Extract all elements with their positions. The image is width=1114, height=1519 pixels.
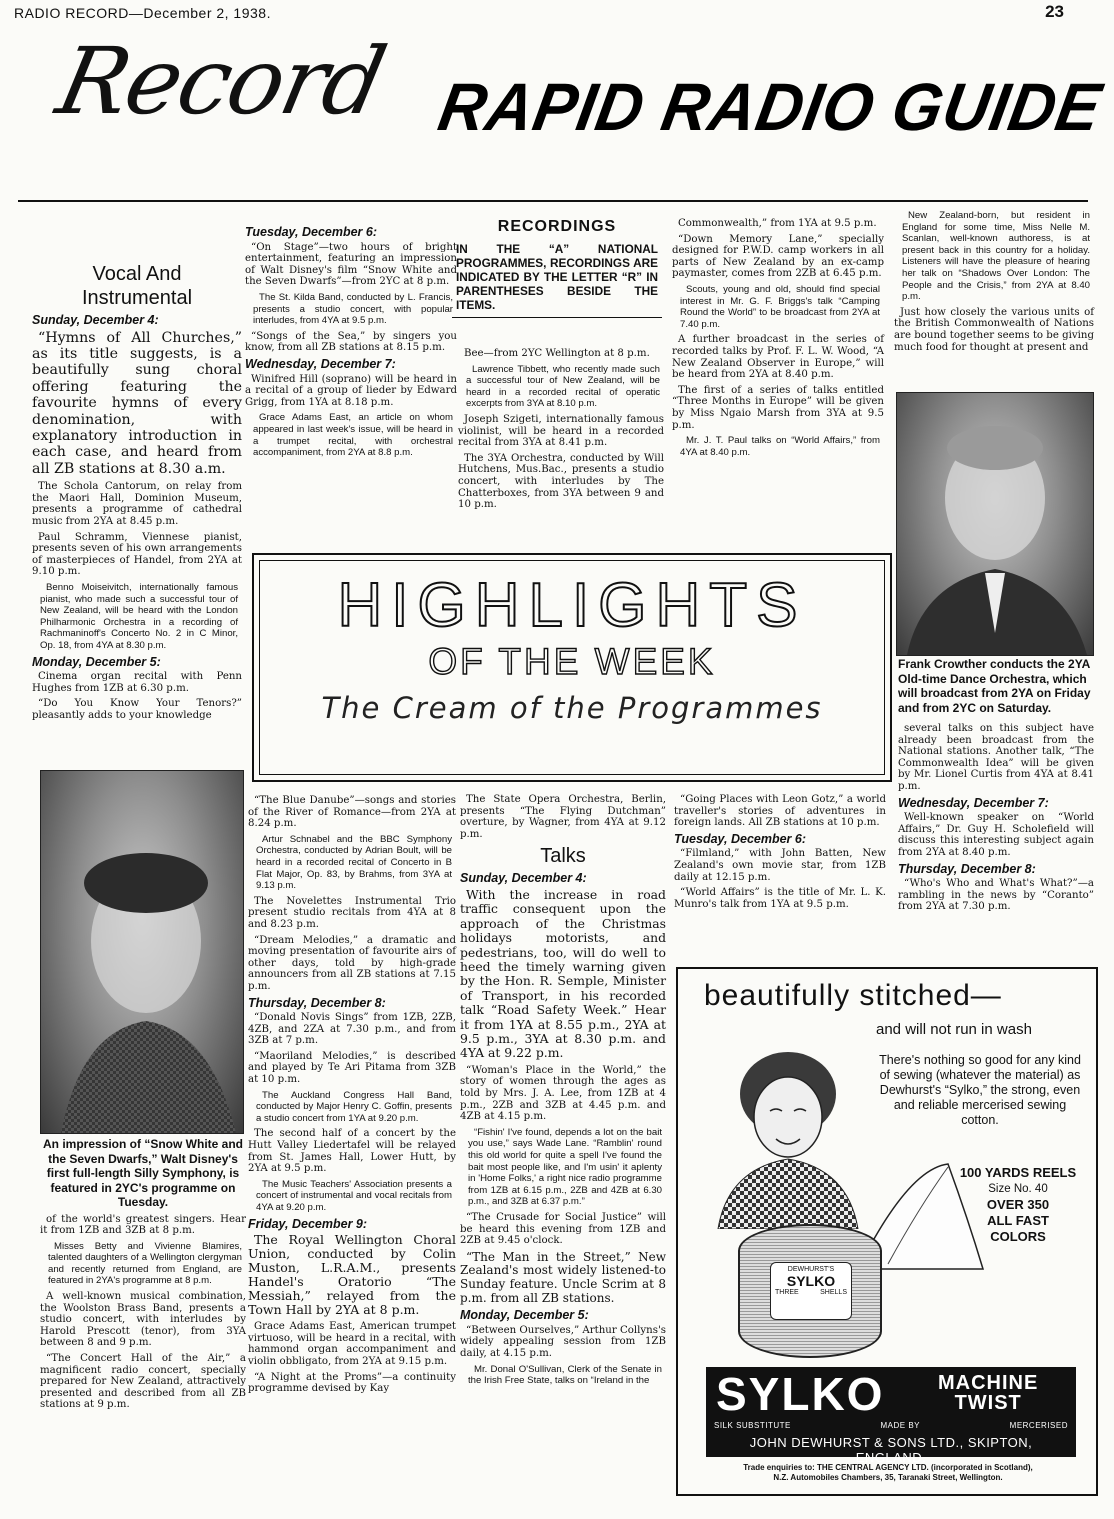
listing-paragraph: Paul Schramm, Viennese pianist, presents seven of his own arrangements of masterpieces of Handel, from 2YA at 9.10 p.m. <box>32 531 242 578</box>
spool-label <box>770 1262 852 1320</box>
reels-line: 100 YARDS REELS <box>959 1165 1077 1180</box>
masthead-record-script: Record <box>48 28 393 135</box>
highlights-of-the-week-box <box>252 553 892 782</box>
listing-paragraph: “The Concert Hall of the Air,” a magnificent radio concert, specially prepared for New Zealand, attractively presented and described from all ZB stations at 9 p.m. <box>40 1353 246 1411</box>
listing-paragraph: The Novelettes Instrumental Trio present studio recitals from 4YA at 8 and 8.23 p.m. <box>248 895 456 930</box>
recordings-rule <box>452 317 662 318</box>
reels-line: COLORS <box>990 1229 1046 1244</box>
column-tuesday-wednesday <box>245 222 457 463</box>
spool-label-sub-left: THREE <box>775 1289 799 1296</box>
listing-paragraph: “Fishin' I've found, depends a lot on the bait you use,” says Wade Lane. “Ramblin' round this old world for quite a spell I've found the bait most people like, and I'm usin' it aplenty in 'Home Folks,' a right nice radio programme from 1ZB at 6.15 p.m., 2ZB and 4ZB at 6.30 p.m., and 3ZB at 6.37 p.m.” <box>468 1126 662 1208</box>
section-title-line-2: Instrumental <box>81 287 193 309</box>
listing-paragraph: “Down Memory Lane,” specially designed for P.W.D. camp workers in all parts of New Zealand by an ex-camp paymaster, comes from 2ZB at 6.45 p.m. <box>672 233 884 280</box>
listing-paragraph: The second half of a concert by the Hutt Valley Liedertafel will be relayed from St. James Hall, Lower Hutt, by 2YA at 9.5 p.m. <box>248 1128 456 1175</box>
section-title-vocal <box>32 262 242 310</box>
day-heading-wednesday: Wednesday, December 7: <box>898 795 1049 810</box>
column-vocal-instrumental-top <box>32 262 242 726</box>
portrait-silhouette <box>41 771 243 1133</box>
listing-paragraph: New Zealand-born, but resident in England for some time, Miss Nelle M. Scanlan, well-known authoress, is at present back in this country for a holiday. Listeners will have the pleasure of hearing her talk on “Shadows Over London: The People and the Crisis,” from 2YA at 8.40 p.m. <box>902 210 1090 303</box>
trade-line: Trade enquiries to: THE CENTRAL AGENCY LTD. (incorporated in Scotland), <box>743 1463 1033 1472</box>
listing-paragraph: “Filmland,” with John Batten, New Zealand's own movie star, from 1ZB daily at 12.15 p.m. <box>674 848 886 883</box>
page-number: 23 <box>1045 2 1064 21</box>
listing-paragraph: The first of a series of talks entitled “Three Months in Europe” will be given by Miss Ngaio Marsh from 3YA at 9.5 p.m. <box>672 384 884 431</box>
column-wednesday-friday <box>248 795 456 1399</box>
reels-line: Size No. 40 <box>988 1183 1048 1195</box>
ad-body-text: There's nothing so good for any kind of sewing (whatever the material) as Dewhurst's “Sylko,” the strong, even and reliable mercerised sewing cotton. <box>879 1053 1081 1127</box>
brand-right-line: TWIST <box>954 1392 1022 1414</box>
listing-paragraph: Misses Betty and Vivienne Blamires, talented daughters of a Wellington clergyman and recently returned from England, are featured in 2YA's programme at 8 p.m. <box>48 1240 242 1287</box>
masthead-title: RAPID RADIO GUIDE <box>433 69 1108 145</box>
listing-paragraph: The Music Teachers' Association presents a concert of instrumental and vocal recitals from 4YA at 9.20 p.m. <box>256 1178 452 1213</box>
brand-right-line: MACHINE <box>938 1372 1039 1394</box>
brand-logo: SYLKO <box>716 1368 885 1420</box>
listing-paragraph: “Dream Melodies,” a dramatic and moving presentation of favourite airs of other days, told by high-grade announcers from all ZB stations at 7.15 p.m. <box>248 934 456 992</box>
listing-paragraph: The 3YA Orchestra, conducted by Will Hutchens, Mus.Bac., presents a studio concert, with interludes by The Chatterboxes, from 3YA between 9 and 10 p.m. <box>458 452 664 511</box>
ad-headline: beautifully stitched— <box>704 979 1002 1012</box>
listing-paragraph: The State Opera Orchestra, Berlin, presents “The Flying Dutchman” overture, by Wagner, from 4YA at 9.12 p.m. <box>460 794 666 840</box>
ad-trade-enquiries <box>698 1463 1078 1483</box>
listing-paragraph: several talks on this subject have already been broadcast from the National stations. Another talk, “The Commonwealth Idea” will be given by Mr. Lionel Curtis from 4YA at 8.41 p.m. <box>898 723 1094 792</box>
portrait-silhouette <box>897 393 1093 655</box>
band-label-mid: MADE BY <box>880 1421 921 1430</box>
spool-label-name: SYLKO <box>786 1273 836 1289</box>
brand-machine-twist <box>938 1373 1038 1413</box>
listing-paragraph: Winifred Hill (soprano) will be heard in a recital of a group of lieder by Edward Grigg, from 1YA at 8.18 p.m. <box>245 373 457 408</box>
listing-paragraph: Scouts, young and old, should find special interest in Mr. G. F. Briggs's talk “Camping Round the World” to be broadcast from 2YA at 7.40 p.m. <box>680 283 880 330</box>
highlights-title: HIGHLIGHTS <box>337 571 807 640</box>
column-recordings <box>458 348 664 515</box>
ad-subheadline: and will not run in wash <box>876 1021 1032 1038</box>
band-label-left: SILK SUBSTITUTE <box>714 1421 791 1430</box>
day-heading-monday: Monday, December 5: <box>460 1308 589 1323</box>
listing-paragraph: Artur Schnabel and the BBC Symphony Orchestra, conducted by Adrian Boult, will be heard in a recorded recital of Concerto in B Flat Major, Op. 83, by Brahms, from 3YA at 9.13 p.m. <box>256 833 452 892</box>
day-heading-thursday: Thursday, December 8: <box>248 995 386 1010</box>
frank-crowther-photo <box>896 392 1094 656</box>
trade-line: N.Z. Automobiles Chambers, 35, Taranaki Street, Wellington. <box>773 1473 1003 1482</box>
snow-white-impression-photo <box>40 770 244 1134</box>
page-header-issue: RADIO RECORD—December 2, 1938. <box>14 5 271 21</box>
column-talks <box>460 794 666 1391</box>
listing-paragraph: “Songs of the Sea,” by singers you know, from all ZB stations at 8.15 p.m. <box>245 330 457 354</box>
day-heading-sunday: Sunday, December 4: <box>32 313 159 327</box>
listing-paragraph: The St. Kilda Band, conducted by L. Francis, presents a studio concert, with popular interludes, from 4YA at 9.5 p.m. <box>253 291 453 327</box>
listing-paragraph: Well-known speaker on “World Affairs,” Dr. Guy H. Scholefield will discuss this interesting subject again from 2YA at 8.40 p.m. <box>898 812 1094 858</box>
sylko-advertisement <box>676 967 1098 1496</box>
brand-band-labels <box>714 1421 1068 1430</box>
listing-paragraph: Joseph Szigeti, internationally famous violinist, will be heard in a recorded recital from 3YA at 8.41 p.m. <box>458 413 664 449</box>
sylko-spool-illustration <box>738 1224 882 1358</box>
listing-paragraph: “Do You Know Your Tenors?” pleasantly adds to your knowledge <box>32 698 242 721</box>
listing-paragraph: Grace Adams East, an article on whom appeared in last week's issue, will be heard in a trumpet recital, with orchestral accompaniment, from 2YA at 8.8 p.m. <box>253 412 453 459</box>
listing-paragraph: The Schola Cantorum, on relay from the Maori Hall, Dominion Museum, presents a programme of cathedral music from 2YA at 8.45 p.m. <box>32 481 242 528</box>
column-scanlan <box>894 210 1094 357</box>
sylko-brand-band <box>706 1367 1076 1465</box>
section-title-line-1: Vocal And <box>92 263 182 285</box>
listing-paragraph: “Between Ourselves,” Arthur Collyns's widely appealing session from 1ZB daily, at 4.15 p.m. <box>460 1324 666 1359</box>
listing-paragraph: A well-known musical combination, the Woolston Brass Band, presents a studio concert, with interludes by Harold Prescott (tenor), from 3YA between 8 and 9 p.m. <box>40 1291 246 1349</box>
listing-paragraph: Mr. Donal O'Sullivan, Clerk of the Senate in the Irish Free State, talks on “Ireland in the <box>468 1363 662 1387</box>
recordings-body: IN THE “A” NATIONAL PROGRAMMES, RECORDINGS ARE INDICATED BY THE LETTER “R” IN PARENTHESES BESIDE THE ITEMS. <box>456 242 658 312</box>
day-heading-monday: Monday, December 5: <box>32 654 161 669</box>
reels-line: OVER 350 <box>986 1197 1050 1212</box>
listing-paragraph: Bee—from 2YC Wellington at 8 p.m. <box>464 348 650 359</box>
day-heading-tuesday: Tuesday, December 6: <box>674 831 807 846</box>
column-commonwealth <box>898 657 1094 917</box>
listing-paragraph: Lawrence Tibbett, who recently made such a successful tour of New Zealand, will be heard in a recorded recital of operatic excerpts from 3YA at 8.10 p.m. <box>466 363 660 410</box>
day-heading-friday: Friday, December 9: <box>248 1216 368 1231</box>
masthead-rule <box>18 200 1088 202</box>
listing-paragraph: “The Blue Danube”—songs and stories of the River of Romance—from 2YA at 8.24 p.m. <box>248 795 456 830</box>
recordings-notice <box>452 218 662 318</box>
listing-paragraph: “A Night at the Proms”—a continuity programme devised by Kay <box>248 1371 456 1395</box>
listing-paragraph: The Auckland Congress Hall Band, conducted by Major Henry C. Goffin, presents a studio concert from 1YA at 9.20 p.m. <box>256 1089 452 1124</box>
listing-paragraph: “World Affairs” is the title of Mr. L. K. Munro's talk from 1YA at 9.5 p.m. <box>674 887 886 910</box>
listing-paragraph: “On Stage”—two hours of bright entertainment, featuring an impression of Walt Disney's film “Snow White and the Seven Dwarfs”—from 2YC at 8 p.m. <box>245 241 457 288</box>
day-heading-tuesday: Tuesday, December 6: <box>245 225 378 239</box>
listing-paragraph: “Donald Novis Sings” from 1ZB, 2ZB, 4ZB, and 2ZA at 7.30 p.m., and from 3ZB at 7 p.m. <box>248 1012 456 1047</box>
day-heading-sunday: Sunday, December 4: <box>460 871 587 886</box>
lead-paragraph: The Royal Wellington Choral Union, conducted by Colin Muston, L.R.A.M., presents Handel's Oratorio “The Messiah,” relayed from the Town Hall by 2YA at 8 p.m. <box>248 1232 456 1318</box>
photo-caption-snow-white: An impression of “Snow White and the Seven Dwarfs,” Walt Disney's first full-length Silly Symphony, is featured in 2YC's programme on Tuesday. <box>42 1137 243 1209</box>
listing-paragraph: “The Crusade for Social Justice” will be heard this evening from 1ZB and 2ZB at 9.45 o'clock. <box>460 1211 666 1247</box>
listing-paragraph: Commonwealth,” from 1YA at 9.5 p.m. <box>678 218 877 229</box>
brand-maker: JOHN DEWHURST & SONS LTD., SKIPTON, ENGLAND. <box>749 1435 1033 1465</box>
listing-paragraph: Mr. J. T. Paul talks on “World Affairs,” from 4YA at 8.40 p.m. <box>680 435 880 458</box>
lead-paragraph: “Hymns of All Churches,” as its title suggests, is a beautifully sung choral offering featuring the favourite hymns of every denomination, with explanatory introduction in each case, and heard from all ZB stations at 8.30 a.m. <box>32 329 242 477</box>
ad-reels-info <box>948 1165 1088 1245</box>
lead-paragraph: With the increase in road traffic consequent upon the approach of the Christmas holidays motorists, and pedestrians, too, will do well to heed the timely warning given by the Hon. R. Semple, Minister of Transport, in his recorded talk “Road Safety Week.” Hear it from 1YA at 8.55 p.m., 2YA at 9.5 p.m., 3YA at 8.30 p.m. and 4YA at 9.22 p.m. <box>460 886 666 1061</box>
listing-paragraph: A further broadcast in the series of recorded talks by Prof. F. L. W. Wood, “A New Zealand Observer in Europe,” will be heard from 2YA at 8.40 p.m. <box>672 334 884 381</box>
highlights-subtitle: OF THE WEEK <box>428 641 716 682</box>
highlights-tagline: The Cream of the Programmes <box>321 691 823 725</box>
listing-paragraph: of the world's greatest singers. Hear it from 1ZB and 3ZB at 8 p.m. <box>40 1213 246 1237</box>
listing-paragraph: “Who's Who and What's What?”—a rambling in the news by “Coranto” from 2YA at 7.30 p.m. <box>898 878 1094 913</box>
day-heading-wednesday: Wednesday, December 7: <box>245 356 396 371</box>
section-title-talks: Talks <box>540 845 586 868</box>
spool-label-sub-right: SHELLS <box>820 1289 847 1296</box>
listing-paragraph: Benno Moiseivitch, internationally famous pianist, who made such a successful tour of New Zealand, will be heard with the London Philharmonic Orchestra in a recording of Rachmaninoff's Concerto No. 2 in C Minor, Op. 18, from 4YA at 8.30 p.m. <box>40 582 238 651</box>
listing-paragraph: “Woman's Place in the World,” the story of women through the ages as told by Mrs. J. A. Lee, from 1ZB at 4 p.m., 2ZB and 3ZB at 4.45 p.m. and 4ZB at 4.15 p.m. <box>460 1064 666 1123</box>
spool-label-brand: DEWHURST'S <box>787 1266 835 1273</box>
lead-paragraph: “The Man in the Street,” New Zealand's most widely listened-to Sunday feature. Uncle Scrim at 8 p.m. from all ZB stations. <box>460 1249 666 1305</box>
recordings-title: RECORDINGS <box>497 218 617 235</box>
listing-paragraph: “Going Places with Leon Gotz,” a world traveller's stories of adventures in foreign lands. All ZB stations at 10 p.m. <box>674 794 886 829</box>
listing-paragraph: “Maoriland Melodies,” is described and played by Te Ari Pitama from 3ZB at 10 p.m. <box>248 1050 456 1086</box>
listing-paragraph: Grace Adams East, American trumpet virtuoso, will be heard in a recital, with hammond organ accompaniment and violin obbligato, from 2YA at 9.15 p.m. <box>248 1321 456 1367</box>
photo-caption-frank-crowther: Frank Crowther conducts the 2YA Old-time Dance Orchestra, which will broadcast from 2YA on Friday and from 2YC on Saturday. <box>898 657 1091 715</box>
listing-paragraph: Cinema organ recital with Penn Hughes from 1ZB at 6.30 p.m. <box>32 671 242 694</box>
listing-paragraph: Just how closely the various units of the British Commonwealth of Nations are bound together seems to be giving much food for thought at present and <box>894 306 1094 353</box>
spool-label-sub <box>771 1289 851 1296</box>
day-heading-thursday: Thursday, December 8: <box>898 861 1036 876</box>
column-monday-talks <box>672 218 884 462</box>
woman-illustration <box>708 1039 868 1229</box>
reels-line: ALL FAST <box>987 1213 1049 1228</box>
band-label-right: MERCERISED <box>1009 1421 1068 1430</box>
column-vocal-instrumental-bottom <box>40 1137 246 1415</box>
column-tuesday-talks <box>674 794 886 914</box>
